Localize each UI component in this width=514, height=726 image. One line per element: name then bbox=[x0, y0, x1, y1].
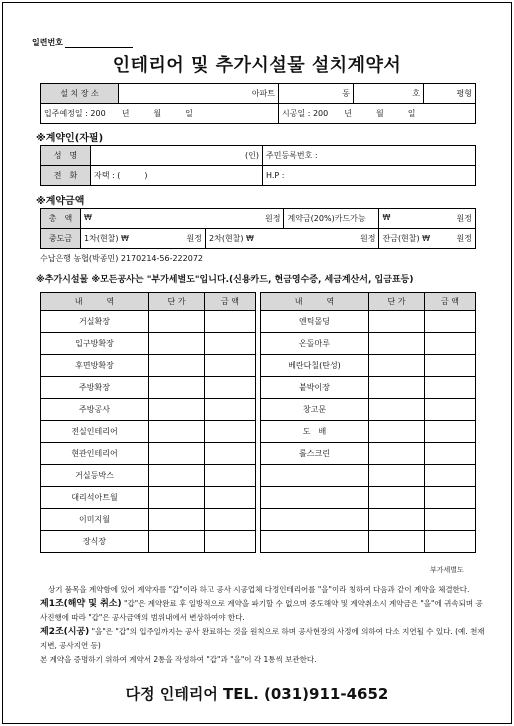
item-price[interactable] bbox=[369, 377, 425, 399]
name-label: 성 명 bbox=[41, 146, 91, 166]
item-row bbox=[261, 421, 476, 443]
item-price[interactable] bbox=[149, 399, 205, 421]
item-amount[interactable] bbox=[425, 355, 476, 377]
home-phone-field[interactable]: 자택 : ( ) bbox=[91, 166, 263, 186]
item-row bbox=[261, 487, 476, 509]
item-price[interactable] bbox=[369, 311, 425, 333]
item-amount[interactable] bbox=[205, 465, 256, 487]
bank-account: 수납은행 농협(박종민) 2170214-56-222072 bbox=[40, 254, 204, 263]
item-row bbox=[41, 531, 256, 553]
item-name: 롤스크린 bbox=[261, 443, 369, 465]
id-number-field[interactable]: 주민등록번호 : bbox=[263, 146, 476, 166]
item-name: 베란다칠(탄성) bbox=[261, 355, 369, 377]
document-title: 인테리어 및 추가시설물 설치계약서 bbox=[112, 55, 402, 76]
item-name: 이미지월 bbox=[41, 509, 149, 531]
item-price[interactable] bbox=[369, 333, 425, 355]
item-row bbox=[261, 399, 476, 421]
first-payment-field[interactable]: 1차(현찰) ₩ 원정 bbox=[81, 229, 206, 249]
col-amount: 금 액 bbox=[205, 293, 256, 311]
item-price[interactable] bbox=[149, 311, 205, 333]
item-amount[interactable] bbox=[425, 465, 476, 487]
item-price[interactable] bbox=[369, 421, 425, 443]
item-amount[interactable] bbox=[205, 531, 256, 553]
deposit-field[interactable]: ₩ 원정 bbox=[379, 209, 476, 229]
item-name: 후면방확장 bbox=[41, 355, 149, 377]
col-amount: 금 액 bbox=[425, 293, 476, 311]
item-row bbox=[41, 465, 256, 487]
total-label: 총 액 bbox=[41, 209, 81, 229]
item-name: 입구방확장 bbox=[41, 333, 149, 355]
additions-right-table bbox=[260, 292, 476, 553]
item-amount[interactable] bbox=[205, 487, 256, 509]
item-price[interactable] bbox=[369, 355, 425, 377]
item-price[interactable] bbox=[149, 333, 205, 355]
serial-input-line[interactable] bbox=[65, 40, 133, 48]
item-amount[interactable] bbox=[205, 443, 256, 465]
amount-heading: ※계약금액 bbox=[36, 196, 85, 207]
remainder-field[interactable]: 잔금(현찰) ₩ 원정 bbox=[379, 229, 476, 249]
item-price[interactable] bbox=[149, 377, 205, 399]
item-row bbox=[41, 377, 256, 399]
terms-closing: 본 계약을 증명하기 위하여 계약서 2통을 작성하여 "갑"과 "을"이 각 1통씩 보관한다. bbox=[40, 654, 317, 664]
item-amount[interactable] bbox=[425, 333, 476, 355]
item-name: 엔틱몰딩 bbox=[261, 311, 369, 333]
item-amount[interactable] bbox=[425, 377, 476, 399]
article-1: 제1조(해약 및 취소) "갑"은 계약완료 후 일방적으로 계약을 파기할 수 없으며 중도해약 및 계약취소시 계약금은 "을"에 귀속되며 공사진행에 따라 "갑"은 공사금액의 범위내에서 변상하여야 한다. bbox=[40, 598, 483, 622]
second-payment-field[interactable]: 2차(현찰) ₩ 원정 bbox=[206, 229, 379, 249]
item-row bbox=[41, 355, 256, 377]
site-dong[interactable]: 동 bbox=[279, 84, 354, 104]
item-price[interactable] bbox=[369, 531, 425, 553]
item-row bbox=[261, 509, 476, 531]
item-amount[interactable] bbox=[425, 311, 476, 333]
item-row bbox=[261, 333, 476, 355]
col-item: 내 역 bbox=[41, 293, 149, 311]
item-name bbox=[261, 465, 369, 487]
item-row bbox=[41, 421, 256, 443]
item-price[interactable] bbox=[149, 487, 205, 509]
item-price[interactable] bbox=[369, 509, 425, 531]
phone-label: 전 화 bbox=[41, 166, 91, 186]
item-name: 전실인테리어 bbox=[41, 421, 149, 443]
amount-table bbox=[40, 208, 476, 249]
item-price[interactable] bbox=[369, 465, 425, 487]
item-price[interactable] bbox=[369, 487, 425, 509]
item-price[interactable] bbox=[149, 421, 205, 443]
item-price[interactable] bbox=[149, 355, 205, 377]
site-label: 설 치 장 소 bbox=[41, 84, 119, 104]
item-amount[interactable] bbox=[205, 509, 256, 531]
site-ho[interactable]: 호 bbox=[354, 84, 424, 104]
item-name: 온돌마루 bbox=[261, 333, 369, 355]
col-item: 내 역 bbox=[261, 293, 369, 311]
item-price[interactable] bbox=[149, 509, 205, 531]
item-row bbox=[41, 509, 256, 531]
balance-label: 중도금 bbox=[41, 229, 81, 249]
col-price: 단 가 bbox=[369, 293, 425, 311]
item-row bbox=[41, 311, 256, 333]
item-amount[interactable] bbox=[425, 421, 476, 443]
construction-date[interactable]: 시공일 : 200 년 월 일 bbox=[279, 104, 476, 124]
item-amount[interactable] bbox=[425, 399, 476, 421]
item-name: 거실등박스 bbox=[41, 465, 149, 487]
terms-intro: 상기 품목을 계약함에 있어 계약자를 "갑"이라 하고 공사 시공업체 다정인테리어를 "을"이라 칭하여 다음과 같이 계약을 체결한다. bbox=[48, 585, 470, 594]
terms bbox=[40, 583, 485, 666]
move-in-date[interactable]: 입주예정일 : 200 년 월 일 bbox=[41, 104, 279, 124]
item-row bbox=[41, 333, 256, 355]
vat-note: 부가세별도 bbox=[430, 566, 464, 574]
item-row bbox=[261, 311, 476, 333]
item-price[interactable] bbox=[369, 443, 425, 465]
item-name: 창고문 bbox=[261, 399, 369, 421]
company-footer: 다정 인테리어 TEL. (031)911-4652 bbox=[125, 685, 389, 703]
party-table bbox=[40, 145, 476, 186]
item-name: 현관인테리어 bbox=[41, 443, 149, 465]
item-row bbox=[41, 443, 256, 465]
serial-label: 일련번호 bbox=[32, 38, 63, 47]
item-name: 장식장 bbox=[41, 531, 149, 553]
item-amount[interactable] bbox=[425, 443, 476, 465]
item-name bbox=[261, 509, 369, 531]
item-price[interactable] bbox=[149, 465, 205, 487]
item-amount[interactable] bbox=[205, 311, 256, 333]
item-row bbox=[41, 399, 256, 421]
site-table bbox=[40, 83, 476, 124]
item-amount[interactable] bbox=[425, 531, 476, 553]
item-amount[interactable] bbox=[425, 509, 476, 531]
item-name: 대리석아트월 bbox=[41, 487, 149, 509]
item-amount[interactable] bbox=[205, 399, 256, 421]
item-name bbox=[261, 487, 369, 509]
item-name bbox=[261, 531, 369, 553]
item-amount[interactable] bbox=[205, 377, 256, 399]
item-row bbox=[41, 487, 256, 509]
item-name: 도 배 bbox=[261, 421, 369, 443]
site-apt[interactable]: 아파트 bbox=[119, 84, 279, 104]
item-name: 거실확장 bbox=[41, 311, 149, 333]
mobile-field[interactable]: H.P : bbox=[263, 166, 476, 186]
article-2: 제2조(시공) "을"은 "갑"의 입주일까지는 공사 완료하는 것을 원칙으로 하며 공사현장의 사정에 의하여 다소 지연될 수 있다. (예. 천재지변, 공사지연 등) bbox=[40, 626, 485, 650]
item-amount[interactable] bbox=[425, 487, 476, 509]
party-heading: ※계약인(자필) bbox=[36, 133, 104, 144]
item-row bbox=[261, 377, 476, 399]
item-amount[interactable] bbox=[205, 355, 256, 377]
additions-heading: ※추가시설물 ※모든공사는 "부가세별도"입니다.(신용카드, 현금영수증, 세금계산서, 입금표등) bbox=[36, 275, 414, 285]
item-amount[interactable] bbox=[205, 421, 256, 443]
item-name: 주방확장 bbox=[41, 377, 149, 399]
item-price[interactable] bbox=[369, 399, 425, 421]
deposit-label: 계약금(20%)카드가능 bbox=[284, 209, 379, 229]
item-name: 주방공사 bbox=[41, 399, 149, 421]
item-row bbox=[261, 465, 476, 487]
item-name: 붙박이장 bbox=[261, 377, 369, 399]
item-amount[interactable] bbox=[205, 333, 256, 355]
total-field[interactable]: ₩ 원정 bbox=[81, 209, 284, 229]
item-row bbox=[261, 531, 476, 553]
item-row bbox=[261, 355, 476, 377]
item-price[interactable] bbox=[149, 531, 205, 553]
site-pyeong[interactable]: 평형 bbox=[424, 84, 476, 104]
item-price[interactable] bbox=[149, 443, 205, 465]
additions-left-table bbox=[40, 292, 256, 553]
name-field[interactable]: (인) bbox=[91, 146, 263, 166]
serial-number bbox=[32, 37, 133, 48]
col-price: 단 가 bbox=[149, 293, 205, 311]
item-row bbox=[261, 443, 476, 465]
